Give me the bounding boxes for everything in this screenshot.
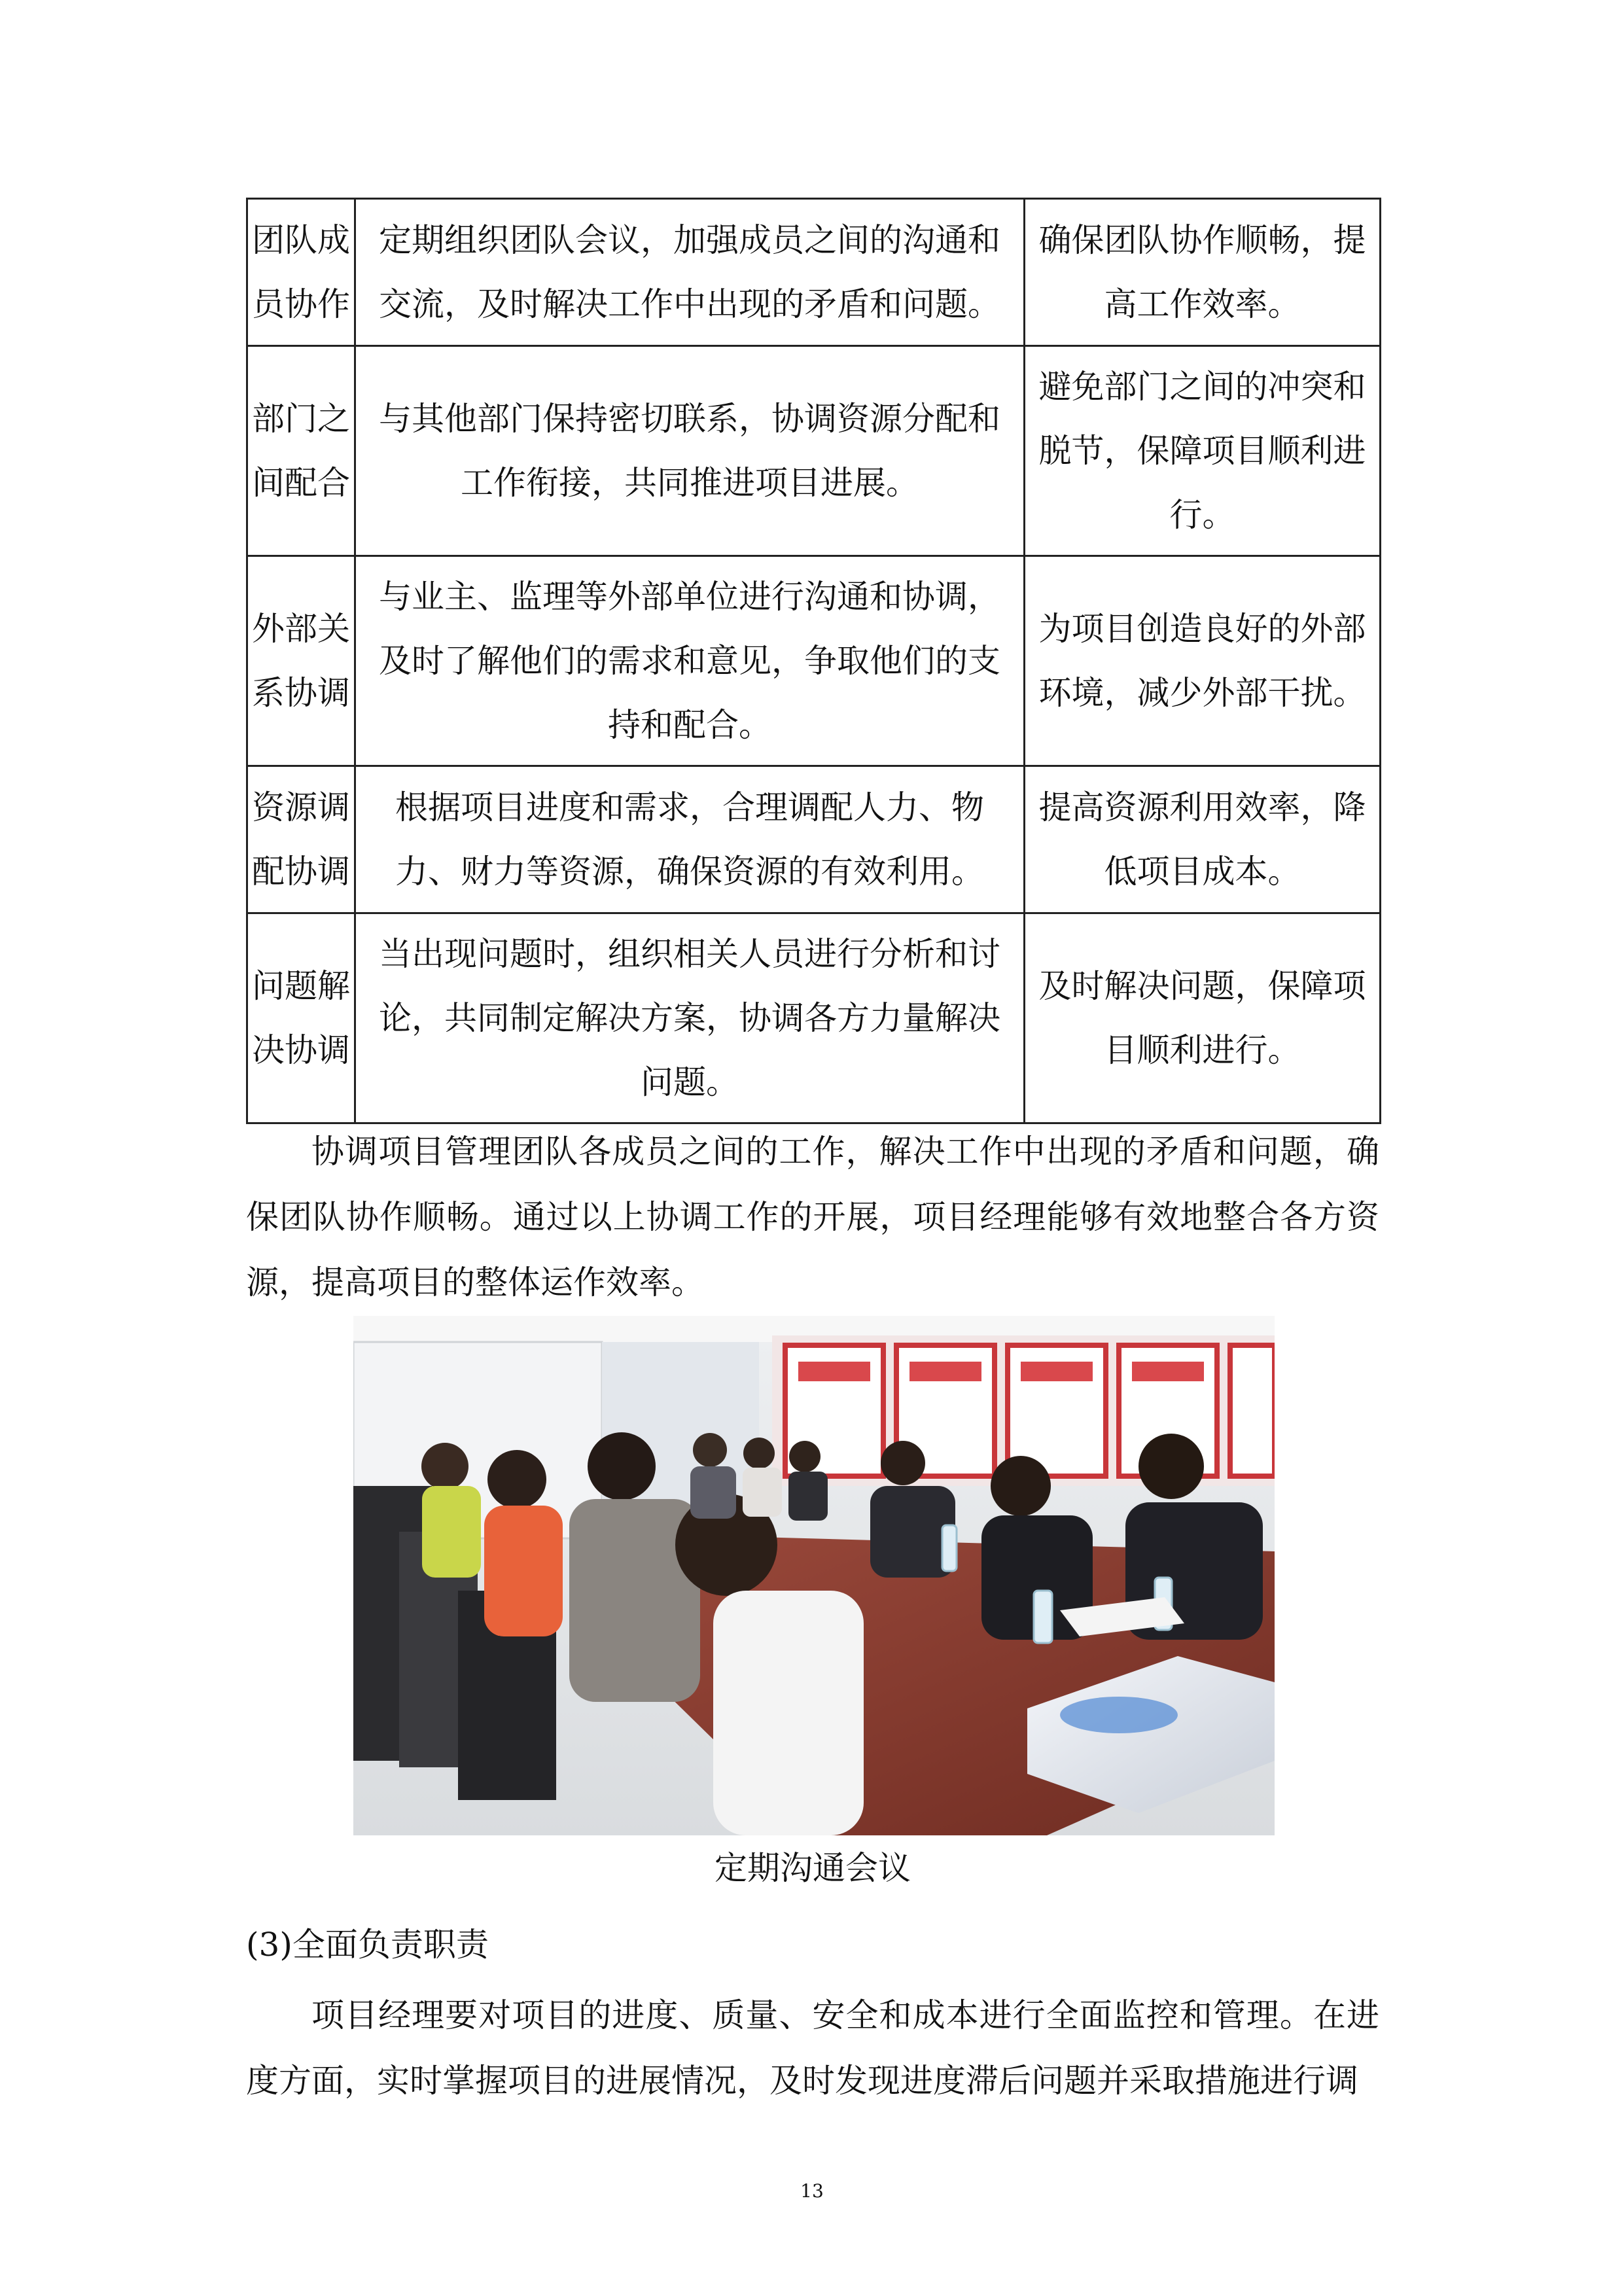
section-heading: (3)全面负责职责	[246, 1926, 489, 1964]
goal-cell: 为项目创造良好的外部环境，减少外部干扰。	[1025, 556, 1381, 766]
table-row	[247, 766, 1381, 913]
table-row	[247, 913, 1381, 1123]
coordination-table	[246, 198, 1381, 1124]
body-paragraph: 项目经理要对项目的进度、质量、安全和成本进行全面监控和管理。在进度方面，实时掌握项目的进展情况，及时发现进度滞后问题并采取措施进行调	[246, 1996, 1379, 2100]
body-paragraph: 协调项目管理团队各成员之间的工作，解决工作中出现的矛盾和问题，确保团队协作顺畅。通过以上协调工作的开展，项目经理能够有效地整合各方资源，提高项目的整体运作效率。	[246, 1133, 1379, 1301]
meeting-photo-illustration	[353, 1316, 1275, 1835]
table-row	[247, 199, 1381, 346]
coordination-table-wrap	[246, 198, 1379, 1124]
table-row	[247, 556, 1381, 766]
goal-cell: 确保团队协作顺畅，提高工作效率。	[1025, 199, 1381, 346]
goal-cell: 避免部门之间的冲突和脱节，保障项目顺利进行。	[1025, 346, 1381, 556]
table-row	[247, 346, 1381, 556]
coordination-type-cell: 资源调配协调	[247, 766, 355, 913]
goal-cell: 提高资源利用效率，降低项目成本。	[1025, 766, 1381, 913]
coordination-type-cell: 团队成员协作	[247, 199, 355, 346]
photo-caption: 定期沟通会议	[715, 1849, 911, 1887]
page-number: 13	[800, 2180, 824, 2202]
coordination-type-cell: 部门之间配合	[247, 346, 355, 556]
goal-cell: 及时解决问题，保障项目顺利进行。	[1025, 913, 1381, 1123]
coordination-type-cell: 问题解决协调	[247, 913, 355, 1123]
measure-cell: 定期组织团队会议，加强成员之间的沟通和交流，及时解决工作中出现的矛盾和问题。	[355, 199, 1025, 346]
measure-cell: 当出现问题时，组织相关人员进行分析和讨论，共同制定解决方案，协调各方力量解决问题。	[355, 913, 1025, 1123]
measure-cell: 与其他部门保持密切联系，协调资源分配和工作衔接，共同推进项目进展。	[355, 346, 1025, 556]
meeting-photo	[353, 1316, 1275, 1835]
coordination-type-cell: 外部关系协调	[247, 556, 355, 766]
measure-cell: 与业主、监理等外部单位进行沟通和协调，及时了解他们的需求和意见，争取他们的支持和配合。	[355, 556, 1025, 766]
measure-cell: 根据项目进度和需求，合理调配人力、物力、财力等资源，确保资源的有效利用。	[355, 766, 1025, 913]
